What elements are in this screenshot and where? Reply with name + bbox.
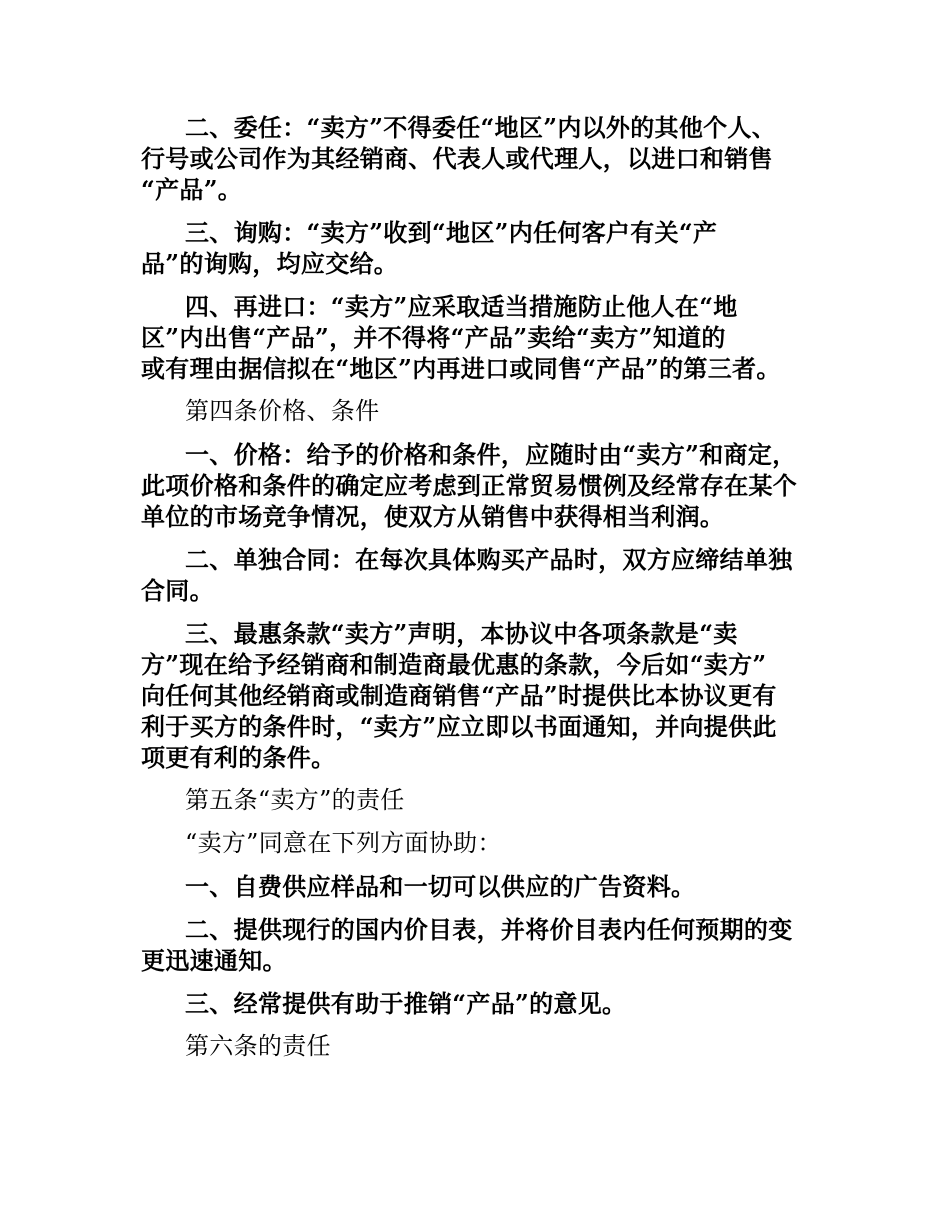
clause-most-favored: 三、最惠条款“卖方”声明，本协议中各项条款是“卖 方”现在给予经销商和制造商最优惠的条款，今后如“卖方” 向任何其他经销商或制造商销售“产品”时提供比本协议更有 利于买方的条件时，“卖方”应立即以书面通知，并向提供此 项更有利的条件。 (141, 619, 777, 772)
duty-samples: 一、自费供应样品和一切可以供应的广告资料。 (185, 872, 696, 901)
document-body (141, 112, 821, 1074)
clause-price: 一、价格：给予的价格和条件，应随时由“卖方”和商定， 此项价格和条件的确定应考虑到正常贸易惯例及经常存在某个 单位的市场竞争情况，使双方从销售中获得相当利润。 (141, 440, 798, 531)
duty-advice: 三、经常提供有助于推销“产品”的意见。 (185, 989, 627, 1018)
section-heading-seller-duties: 第五条“卖方”的责任 (185, 786, 405, 814)
clause-separate-contract: 二、单独合同：在每次具体购买产品时，双方应缔结单独 合同。 (141, 545, 793, 605)
duty-price-list: 二、提供现行的国内价目表，并将价目表内任何预期的变 更迅速通知。 (141, 915, 793, 975)
clause-appointment: 二、委任：“卖方”不得委任“地区”内以外的其他个人、 行号或公司作为其经销商、代表人或代理人，以进口和销售 “产品”。 (141, 113, 777, 204)
clause-reimport: 四、再进口：“卖方”应采取适当措施防止他人在“地 区”内出售“产品”，并不得将“产品”卖给“卖方”知道的 或有理由据信拟在“地区”内再进口或同售“产品”的第三者。 (141, 292, 781, 383)
section-heading-price-terms: 第四条价格、条件 (185, 397, 380, 425)
clause-inquiry: 三、询购：“卖方”收到“地区”内任何客户有关“产 品”的询购，均应交给。 (141, 218, 718, 278)
section-heading-article-six: 第六条的责任 (185, 1032, 331, 1060)
seller-agreement-intro: “卖方”同意在下列方面协助： (185, 829, 502, 857)
